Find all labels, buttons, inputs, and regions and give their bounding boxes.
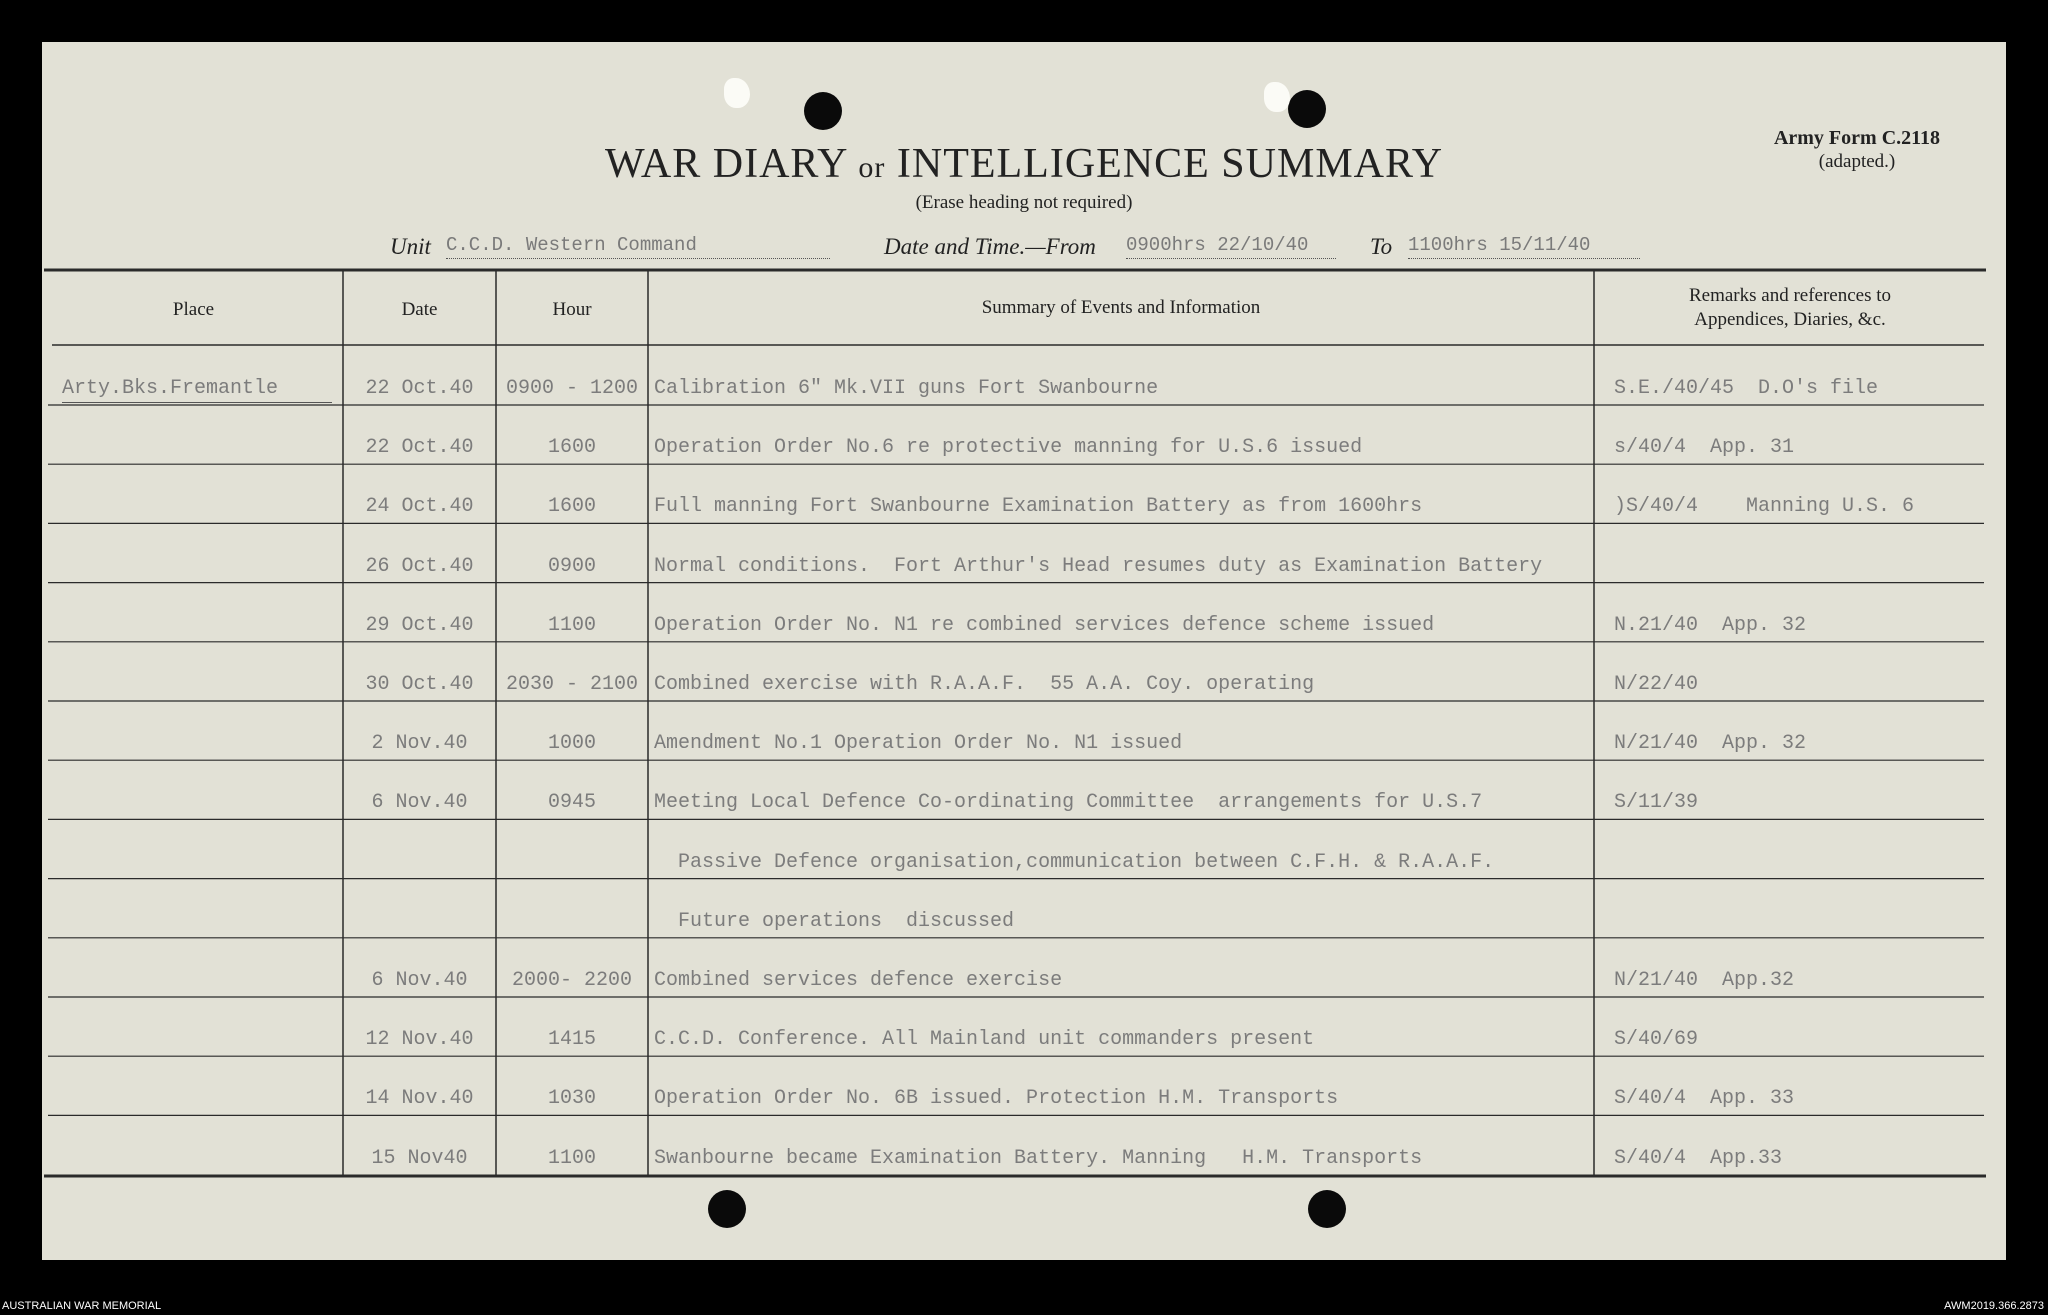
cell-date: 22 Oct.40 xyxy=(365,436,474,460)
cell-hour: 0900 - 1200 xyxy=(505,377,639,400)
cell-date: 22 Oct.40 xyxy=(365,377,474,400)
cell-hour: 0945 xyxy=(547,791,596,815)
footer-reference: AWM2019.366.2873 xyxy=(1944,1300,2044,1312)
date-to-label: To xyxy=(1370,234,1393,259)
cell-date xyxy=(343,850,496,876)
cell-remarks: S.E./40/45 D.O's file xyxy=(1614,377,1879,400)
cell-hour xyxy=(492,909,652,935)
cell-remarks: S/11/39 xyxy=(1614,791,1699,815)
title-part-or: or xyxy=(858,151,886,184)
cell-remarks: )S/40/4 Manning U.S. 6 xyxy=(1614,495,1915,519)
cell-date: 29 Oct.40 xyxy=(365,613,474,637)
cell-summary: Amendment No.1 Operation Order No. N1 issued xyxy=(654,732,1183,756)
cell-hour: 1000 xyxy=(547,732,596,756)
cell-hour: 1030 xyxy=(547,1087,596,1111)
cell-summary: Calibration 6" Mk.VII guns Fort Swanbourne xyxy=(654,377,1159,400)
cell-date: 15 Nov40 xyxy=(371,1146,468,1170)
cell-summary: Full manning Fort Swanbourne Examination Battery as from 1600hrs xyxy=(654,495,1423,519)
column-header-place: Place xyxy=(172,299,215,320)
cell-date: 26 Oct.40 xyxy=(365,554,474,578)
cell-summary: Operation Order No. N1 re combined services defence scheme issued xyxy=(654,613,1435,637)
cell-place xyxy=(62,909,332,935)
cell-remarks: N/21/40 App.32 xyxy=(1614,969,1795,992)
cell-place xyxy=(62,1086,332,1112)
cell-summary: Swanbourne became Examination Battery. Manning H.M. Transports xyxy=(654,1146,1423,1170)
cell-remarks: s/40/4 App. 31 xyxy=(1614,436,1795,460)
footer-credit: AUSTRALIAN WAR MEMORIAL xyxy=(2,1300,162,1312)
cell-hour: 2030 - 2100 xyxy=(505,673,639,696)
cell-remarks: S/40/69 xyxy=(1614,1028,1699,1052)
cell-hour xyxy=(492,850,652,876)
cell-date: 30 Oct.40 xyxy=(365,673,474,696)
cell-remarks xyxy=(1614,909,1984,935)
cell-summary: Combined exercise with R.A.A.F. 55 A.A. Coy. operating xyxy=(654,673,1315,696)
cell-summary: Future operations discussed xyxy=(654,909,1015,933)
date-time-label: Date and Time.—From xyxy=(884,234,1096,259)
cell-hour: 0900 xyxy=(547,554,596,578)
cell-remarks: N.21/40 App. 32 xyxy=(1614,613,1807,637)
cell-date: 6 Nov.40 xyxy=(371,791,468,815)
cell-place xyxy=(62,790,332,816)
cell-hour: 1600 xyxy=(547,495,596,519)
cell-place xyxy=(62,554,332,580)
column-header-remarks xyxy=(1594,284,1986,332)
cell-date: 24 Oct.40 xyxy=(365,495,474,519)
remarks-header-line-1: Remarks and references to xyxy=(1688,285,1892,306)
cell-remarks: S/40/4 App. 33 xyxy=(1614,1087,1795,1111)
cell-hour: 1100 xyxy=(547,613,596,637)
army-form-note: (adapted.) xyxy=(1818,151,1896,172)
title-part-intelligence-summary: INTELLIGENCE SUMMARY xyxy=(896,141,1444,187)
cell-date: 14 Nov.40 xyxy=(365,1087,474,1111)
cell-place xyxy=(62,613,332,639)
cell-summary: Passive Defence organisation,communication between C.F.H. & R.A.A.F. xyxy=(654,850,1495,874)
date-to-value: 1100hrs 15/11/40 xyxy=(1408,234,1640,259)
date-from-value: 0900hrs 22/10/40 xyxy=(1126,234,1336,259)
cell-remarks: S/40/4 App.33 xyxy=(1614,1146,1783,1170)
cell-place xyxy=(62,968,332,994)
cell-place xyxy=(62,672,332,698)
cell-place: Arty.Bks.Fremantle xyxy=(62,376,332,403)
cell-hour: 1100 xyxy=(547,1146,596,1170)
cell-place xyxy=(62,850,332,876)
cell-remarks xyxy=(1614,850,1984,876)
cell-summary: Normal conditions. Fort Arthur's Head resumes duty as Examination Battery xyxy=(654,554,1543,578)
cell-place xyxy=(62,435,332,461)
cell-date xyxy=(343,909,496,935)
unit-value: C.C.D. Western Command xyxy=(446,234,830,259)
title-part-war-diary: WAR DIARY xyxy=(604,141,847,187)
form-subtitle: (Erase heading not required) xyxy=(915,192,1133,213)
cell-place xyxy=(62,731,332,757)
cell-date: 2 Nov.40 xyxy=(371,732,468,756)
unit-label: Unit xyxy=(390,234,431,259)
cell-summary: C.C.D. Conference. All Mainland unit commanders present xyxy=(654,1028,1315,1052)
cell-hour: 1600 xyxy=(547,436,596,460)
cell-remarks: N/22/40 xyxy=(1614,673,1699,696)
cell-place xyxy=(62,1027,332,1053)
cell-remarks: N/21/40 App. 32 xyxy=(1614,732,1807,756)
cell-remarks xyxy=(1614,554,1984,580)
cell-place xyxy=(62,1146,332,1172)
cell-date: 6 Nov.40 xyxy=(371,969,468,992)
column-header-date: Date xyxy=(401,299,438,320)
remarks-header-line-2: Appendices, Diaries, &c. xyxy=(1694,309,1886,330)
column-header-summary: Summary of Events and Information xyxy=(981,297,1261,318)
cell-date: 12 Nov.40 xyxy=(365,1028,474,1052)
cell-place xyxy=(62,494,332,520)
cell-summary: Meeting Local Defence Co-ordinating Committee arrangements for U.S.7 xyxy=(654,791,1483,815)
column-header-hour: Hour xyxy=(552,299,592,320)
cell-hour: 2000- 2200 xyxy=(511,969,633,992)
cell-summary: Operation Order No.6 re protective manning for U.S.6 issued xyxy=(654,436,1363,460)
army-form-number: Army Form C.2118 xyxy=(1773,127,1941,149)
cell-summary: Combined services defence exercise xyxy=(654,969,1063,992)
cell-summary: Operation Order No. 6B issued. Protection H.M. Transports xyxy=(654,1087,1339,1111)
cell-hour: 1415 xyxy=(547,1028,596,1052)
